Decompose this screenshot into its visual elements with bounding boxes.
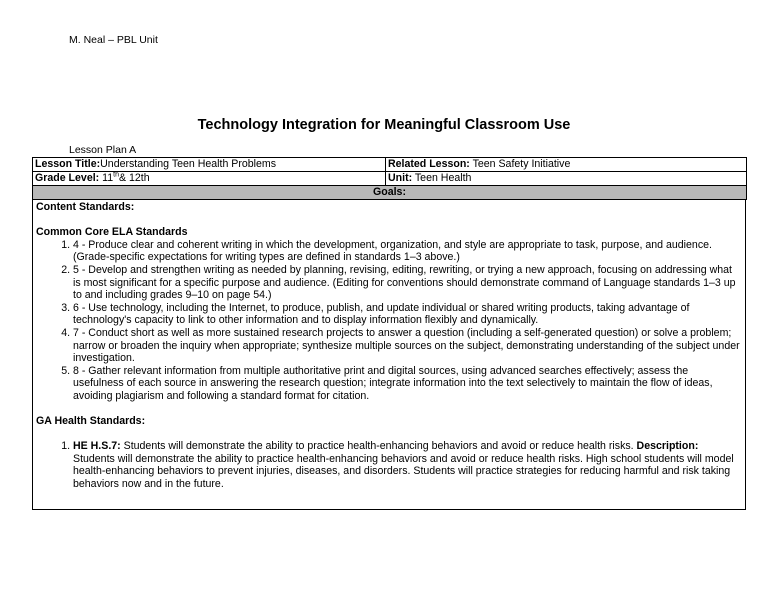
list-item: 3. 6 - Use technology, including the Internet, to produce, publish, and update individual or shared writing products, taking advantage of technology's capacity to link to other information and to display information flexibly and dynamically. [73, 302, 741, 327]
related-lesson-cell [386, 158, 747, 172]
related-lesson-label: Related Lesson: [388, 158, 470, 170]
grade-level-value-b: & 12th [118, 172, 150, 184]
content-standards-heading: Content Standards: [36, 201, 135, 213]
lesson-title-label: Lesson Title: [35, 158, 101, 170]
standard-description: Students will demonstrate the ability to practice health-enhancing behaviors and avoid or reduce health risks. High school students will model health-enhancing behaviors to prevent injuries, diseases, and disorders. Students will practice strategies for reducing harmful and risk taking behaviors now and in the future. [73, 452, 734, 491]
ela-standards-list [36, 239, 741, 403]
table-row [33, 186, 747, 200]
lesson-info-table [32, 157, 747, 200]
standard-text: Students will demonstrate the ability to practice health-enhancing behaviors and avoid or reduce health risks. [120, 440, 637, 453]
table-row [33, 158, 747, 172]
list-item: 2. 5 - Develop and strengthen writing as needed by planning, revising, editing, rewriting, or trying a new approach, focusing on addressing what is most significant for a specific purpose and audience. (Editing for conventions should demonstrate command of Language standards 1–3 up to and including grades 9–10 on page 54.) [73, 264, 741, 302]
lesson-title-value: Understanding Teen Health Problems [100, 158, 277, 170]
ela-standards-heading: Common Core ELA Standards [36, 226, 188, 239]
standard-code: HE H.S.7: [73, 440, 121, 453]
standards-content [32, 200, 746, 510]
header-author-unit: M. Neal – PBL Unit [69, 34, 158, 46]
lesson-plan-label: Lesson Plan A [69, 144, 137, 156]
unit-label: Unit: [388, 172, 413, 184]
grade-level-value-a: 11 [99, 172, 114, 184]
grade-level-cell [33, 172, 386, 186]
ga-health-standards-heading: GA Health Standards: [36, 415, 146, 428]
table-row [33, 172, 747, 186]
unit-cell [386, 172, 747, 186]
grade-level-sup: th [113, 171, 119, 179]
document-title: Technology Integration for Meaningful Classroom Use [197, 117, 571, 133]
goals-header: Goals: [33, 186, 747, 200]
description-label: Description: [636, 440, 699, 453]
grade-level-label: Grade Level: [35, 172, 100, 184]
list-item: 5. 8 - Gather relevant information from multiple authoritative print and digital sources, using advanced searches effectively; assess the usefulness of each source in answering the research question; integrate information into the text selectively to maintain the flow of ideas, avoiding plagiarism and following a standard format for citation. [73, 365, 741, 403]
list-item: 1. 4 - Produce clear and coherent writing in which the development, organization, and style are appropriate to task, purpose, and audience. (Grade-specific expectations for writing types are defined in standards 1–3 above.) [73, 239, 741, 264]
list-item: 4. 7 - Conduct short as well as more sustained research projects to answer a question (including a self-generated question) or solve a problem; narrow or broaden the inquiry when appropriate; synthesize multiple sources on the subject, demonstrating understanding of the subject under investigation. [73, 327, 741, 365]
ga-standards-list [36, 440, 741, 490]
related-lesson-value: Teen Safety Initiative [469, 158, 571, 170]
lesson-title-cell [33, 158, 386, 172]
unit-value: Teen Health [412, 172, 472, 184]
list-item [73, 440, 741, 490]
